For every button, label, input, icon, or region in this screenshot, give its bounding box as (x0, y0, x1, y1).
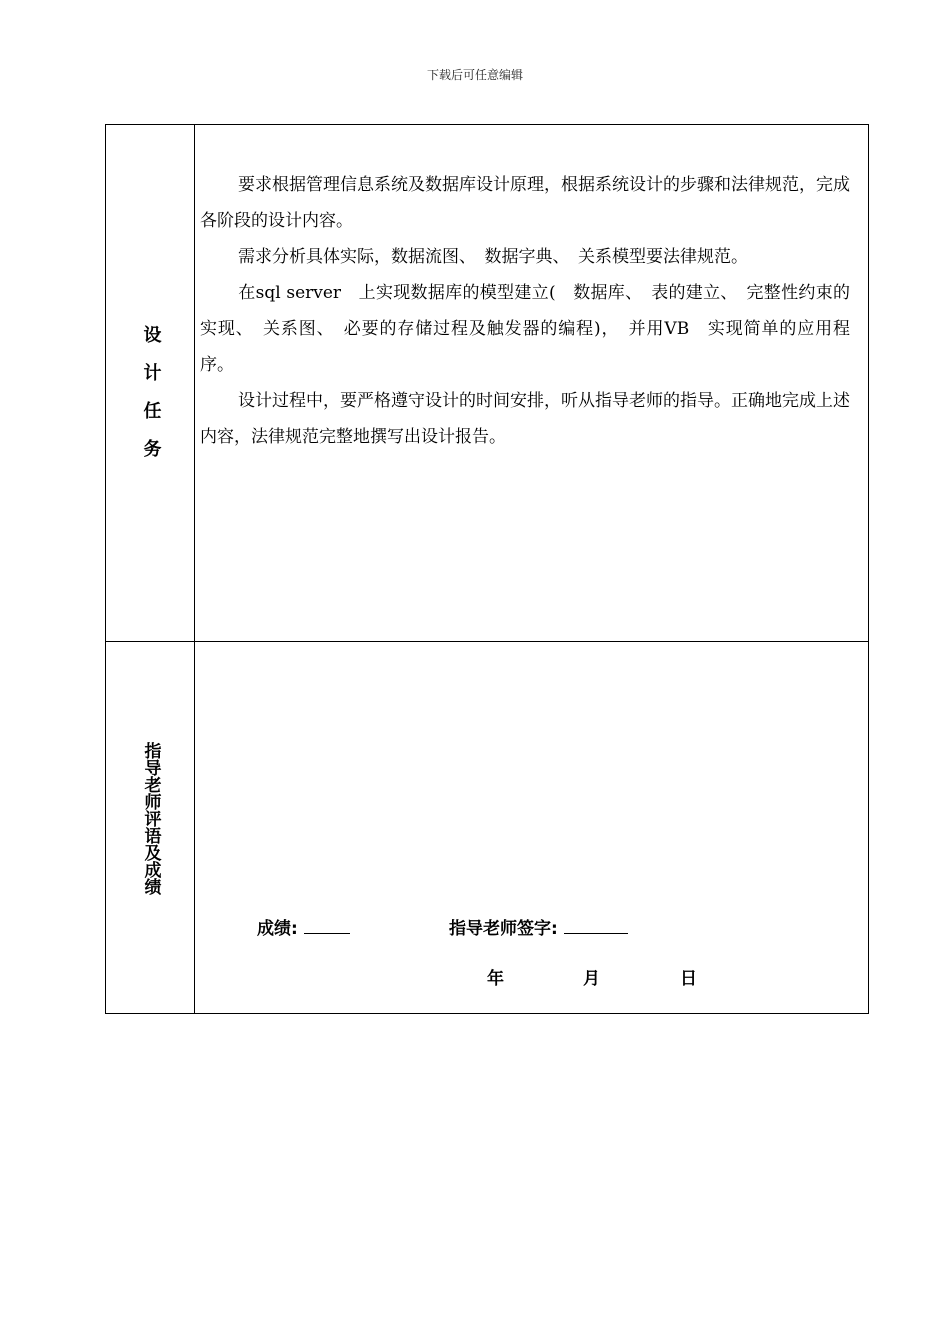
grade-label: 成绩: (257, 919, 298, 939)
design-task-label: 设计任务 (140, 325, 162, 477)
task-paragraph-2: 需求分析具体实际，数据流图、 数据字典、 关系模型要法律规范。 (238, 247, 748, 267)
design-task-row (106, 125, 868, 642)
evaluation-label: 指导老师评语及成绩 (140, 742, 161, 895)
task-paragraph-4: 设计过程中，要严格遵守设计的时间安排，听从指导老师的指导。正确地完成上述内容，法律规范完整地撰写出设计报告。 (200, 391, 850, 447)
grade-blank (304, 919, 350, 934)
grade-field (257, 914, 350, 939)
task-paragraph-1: 要求根据管理信息系统及数据库设计原理，根据系统设计的步骤和法律规范，完成各阶段的设计内容。 (200, 175, 850, 231)
signature-blank (564, 919, 628, 934)
design-task-content (195, 125, 868, 641)
evaluation-content (195, 642, 868, 1013)
date-month: 月 (583, 969, 600, 989)
evaluation-row (106, 642, 868, 1013)
signature-label: 指导老师签字: (449, 919, 558, 939)
task-paragraph-3: 在sql server 上实现数据库的模型建立( 数据库、 表的建立、 完整性约束的实现、 关系图、 必要的存储过程及触发器的编程)， 并用VB 实现简单的应用程序。 (200, 283, 850, 375)
evaluation-label-cell (106, 642, 195, 1013)
signature-field (449, 914, 628, 939)
date-day: 日 (680, 969, 697, 989)
date-year: 年 (487, 969, 504, 989)
page-header-note: 下载后可任意编辑 (426, 68, 523, 82)
form-table (105, 124, 869, 1014)
design-task-label-cell (106, 125, 195, 641)
